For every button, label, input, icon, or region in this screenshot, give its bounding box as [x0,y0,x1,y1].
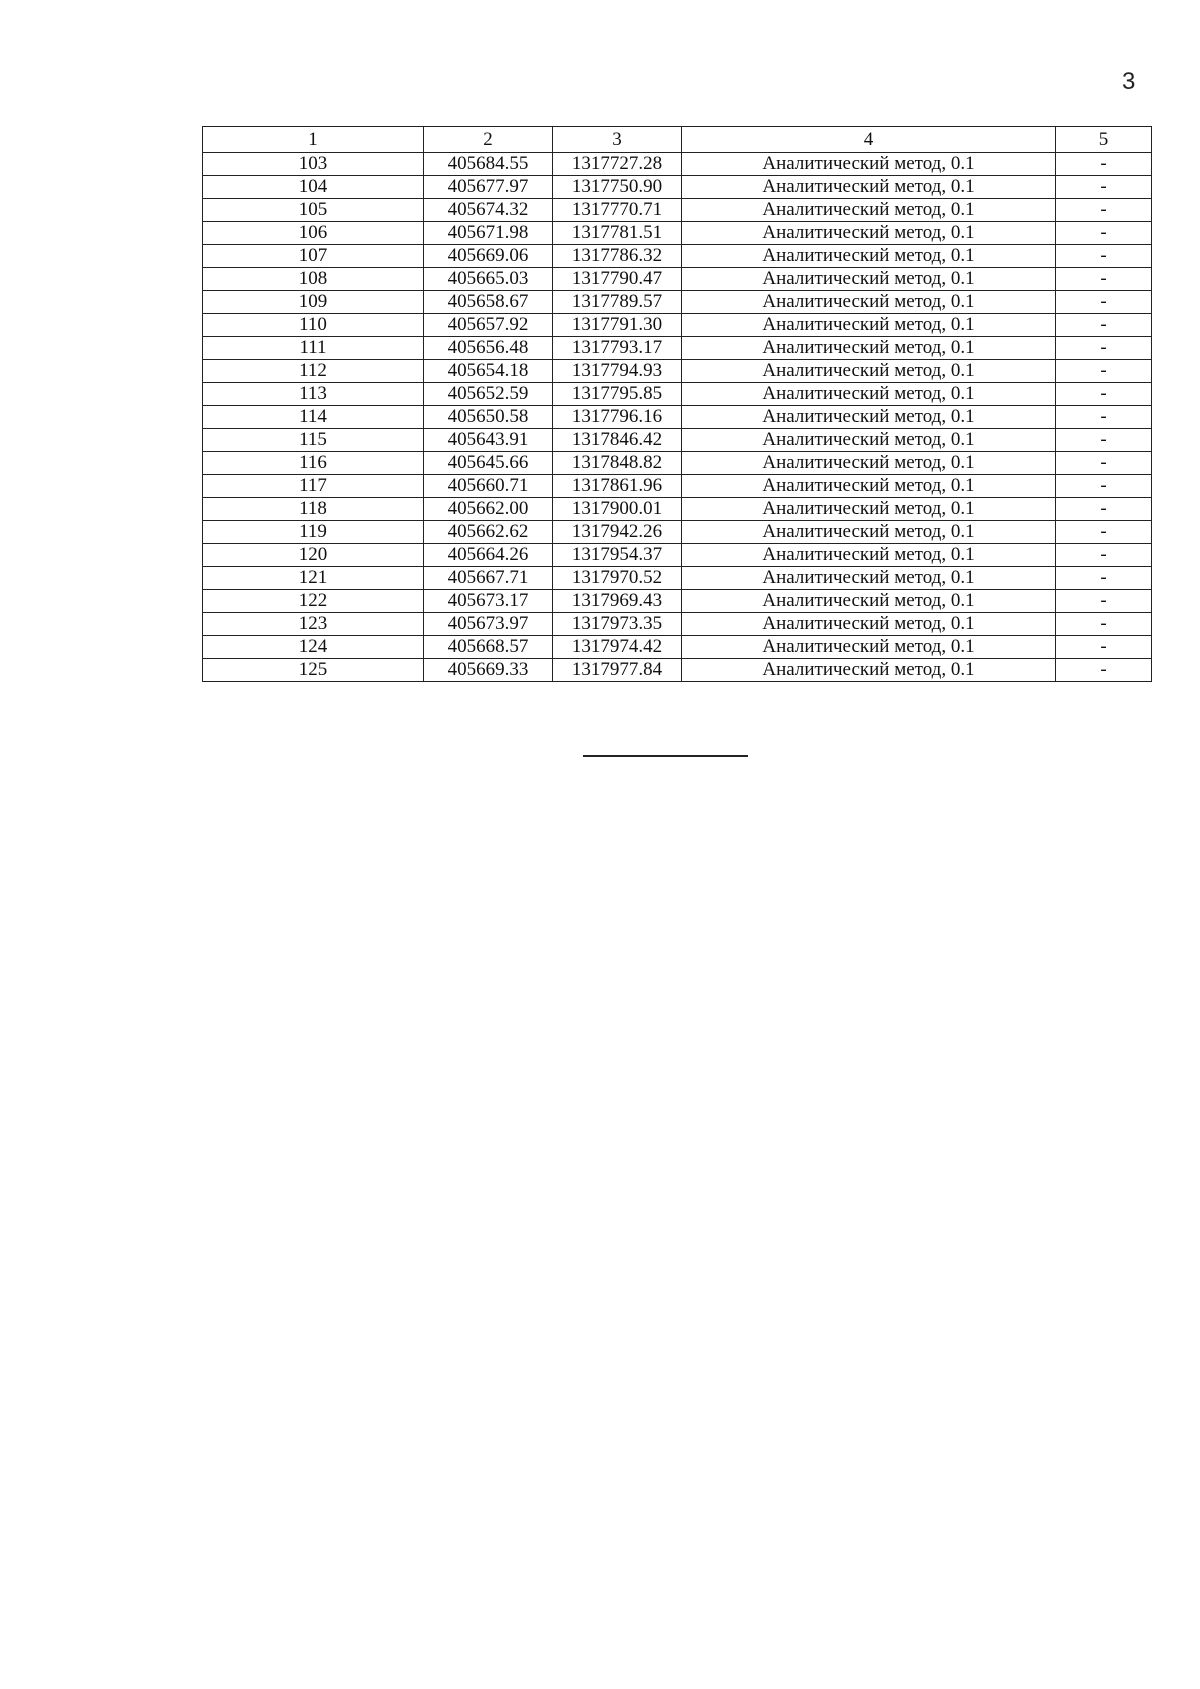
point-number-cell: 116 [203,452,424,475]
point-number-cell: 115 [203,429,424,452]
column-header: 4 [682,127,1056,153]
point-number-cell: 121 [203,567,424,590]
y-coordinate-cell: 1317942.26 [553,521,682,544]
y-coordinate-cell: 1317846.42 [553,429,682,452]
note-cell: - [1056,567,1152,590]
column-header: 1 [203,127,424,153]
table-row [203,314,1152,337]
x-coordinate-cell: 405662.00 [424,498,553,521]
table-row [203,406,1152,429]
note-cell: - [1056,475,1152,498]
x-coordinate-cell: 405660.71 [424,475,553,498]
x-coordinate-cell: 405671.98 [424,222,553,245]
method-cell: Аналитический метод, 0.1 [682,176,1056,199]
note-cell: - [1056,659,1152,682]
note-cell: - [1056,176,1152,199]
end-divider [583,755,748,757]
table-row [203,291,1152,314]
table-row [203,567,1152,590]
y-coordinate-cell: 1317793.17 [553,337,682,360]
page-number: 3 [1122,68,1136,95]
table-row [203,222,1152,245]
point-number-cell: 108 [203,268,424,291]
point-number-cell: 109 [203,291,424,314]
table-row [203,429,1152,452]
table-row [203,176,1152,199]
method-cell: Аналитический метод, 0.1 [682,590,1056,613]
x-coordinate-cell: 405643.91 [424,429,553,452]
x-coordinate-cell: 405673.17 [424,590,553,613]
note-cell: - [1056,544,1152,567]
point-number-cell: 106 [203,222,424,245]
table-row [203,268,1152,291]
x-coordinate-cell: 405664.26 [424,544,553,567]
method-cell: Аналитический метод, 0.1 [682,314,1056,337]
note-cell: - [1056,314,1152,337]
method-cell: Аналитический метод, 0.1 [682,613,1056,636]
table-row [203,337,1152,360]
y-coordinate-cell: 1317796.16 [553,406,682,429]
table-header-row [203,127,1152,153]
table-row [203,636,1152,659]
note-cell: - [1056,268,1152,291]
table-body [203,153,1152,682]
method-cell: Аналитический метод, 0.1 [682,567,1056,590]
table-row [203,498,1152,521]
y-coordinate-cell: 1317794.93 [553,360,682,383]
point-number-cell: 114 [203,406,424,429]
method-cell: Аналитический метод, 0.1 [682,222,1056,245]
note-cell: - [1056,337,1152,360]
table-row [203,613,1152,636]
note-cell: - [1056,291,1152,314]
table-row [203,360,1152,383]
y-coordinate-cell: 1317750.90 [553,176,682,199]
note-cell: - [1056,199,1152,222]
x-coordinate-cell: 405684.55 [424,153,553,176]
table-row [203,544,1152,567]
x-coordinate-cell: 405665.03 [424,268,553,291]
method-cell: Аналитический метод, 0.1 [682,360,1056,383]
point-number-cell: 123 [203,613,424,636]
x-coordinate-cell: 405674.32 [424,199,553,222]
x-coordinate-cell: 405668.57 [424,636,553,659]
y-coordinate-cell: 1317727.28 [553,153,682,176]
y-coordinate-cell: 1317790.47 [553,268,682,291]
coordinates-table [202,126,1152,682]
point-number-cell: 105 [203,199,424,222]
point-number-cell: 110 [203,314,424,337]
y-coordinate-cell: 1317795.85 [553,383,682,406]
y-coordinate-cell: 1317974.42 [553,636,682,659]
point-number-cell: 113 [203,383,424,406]
table-row [203,383,1152,406]
column-header: 5 [1056,127,1152,153]
x-coordinate-cell: 405650.58 [424,406,553,429]
method-cell: Аналитический метод, 0.1 [682,429,1056,452]
note-cell: - [1056,429,1152,452]
point-number-cell: 107 [203,245,424,268]
table-row [203,245,1152,268]
note-cell: - [1056,222,1152,245]
y-coordinate-cell: 1317970.52 [553,567,682,590]
y-coordinate-cell: 1317786.32 [553,245,682,268]
x-coordinate-cell: 405645.66 [424,452,553,475]
note-cell: - [1056,636,1152,659]
method-cell: Аналитический метод, 0.1 [682,659,1056,682]
method-cell: Аналитический метод, 0.1 [682,498,1056,521]
x-coordinate-cell: 405669.33 [424,659,553,682]
y-coordinate-cell: 1317789.57 [553,291,682,314]
table-row [203,475,1152,498]
point-number-cell: 112 [203,360,424,383]
table-row [203,452,1152,475]
column-header: 3 [553,127,682,153]
method-cell: Аналитический метод, 0.1 [682,383,1056,406]
x-coordinate-cell: 405657.92 [424,314,553,337]
table-row [203,659,1152,682]
table-row [203,199,1152,222]
method-cell: Аналитический метод, 0.1 [682,636,1056,659]
note-cell: - [1056,613,1152,636]
x-coordinate-cell: 405677.97 [424,176,553,199]
note-cell: - [1056,245,1152,268]
y-coordinate-cell: 1317770.71 [553,199,682,222]
y-coordinate-cell: 1317900.01 [553,498,682,521]
method-cell: Аналитический метод, 0.1 [682,268,1056,291]
y-coordinate-cell: 1317973.35 [553,613,682,636]
note-cell: - [1056,521,1152,544]
method-cell: Аналитический метод, 0.1 [682,153,1056,176]
point-number-cell: 103 [203,153,424,176]
point-number-cell: 119 [203,521,424,544]
point-number-cell: 117 [203,475,424,498]
column-header: 2 [424,127,553,153]
point-number-cell: 104 [203,176,424,199]
point-number-cell: 125 [203,659,424,682]
y-coordinate-cell: 1317969.43 [553,590,682,613]
method-cell: Аналитический метод, 0.1 [682,475,1056,498]
y-coordinate-cell: 1317954.37 [553,544,682,567]
method-cell: Аналитический метод, 0.1 [682,199,1056,222]
x-coordinate-cell: 405654.18 [424,360,553,383]
method-cell: Аналитический метод, 0.1 [682,337,1056,360]
note-cell: - [1056,406,1152,429]
x-coordinate-cell: 405667.71 [424,567,553,590]
point-number-cell: 118 [203,498,424,521]
note-cell: - [1056,383,1152,406]
x-coordinate-cell: 405662.62 [424,521,553,544]
x-coordinate-cell: 405656.48 [424,337,553,360]
method-cell: Аналитический метод, 0.1 [682,521,1056,544]
point-number-cell: 124 [203,636,424,659]
x-coordinate-cell: 405669.06 [424,245,553,268]
y-coordinate-cell: 1317791.30 [553,314,682,337]
x-coordinate-cell: 405652.59 [424,383,553,406]
note-cell: - [1056,153,1152,176]
x-coordinate-cell: 405658.67 [424,291,553,314]
y-coordinate-cell: 1317848.82 [553,452,682,475]
method-cell: Аналитический метод, 0.1 [682,291,1056,314]
note-cell: - [1056,590,1152,613]
y-coordinate-cell: 1317781.51 [553,222,682,245]
y-coordinate-cell: 1317977.84 [553,659,682,682]
point-number-cell: 111 [203,337,424,360]
table-row [203,521,1152,544]
point-number-cell: 122 [203,590,424,613]
x-coordinate-cell: 405673.97 [424,613,553,636]
method-cell: Аналитический метод, 0.1 [682,544,1056,567]
note-cell: - [1056,360,1152,383]
note-cell: - [1056,452,1152,475]
table-row [203,153,1152,176]
table-row [203,590,1152,613]
point-number-cell: 120 [203,544,424,567]
note-cell: - [1056,498,1152,521]
method-cell: Аналитический метод, 0.1 [682,245,1056,268]
y-coordinate-cell: 1317861.96 [553,475,682,498]
method-cell: Аналитический метод, 0.1 [682,452,1056,475]
method-cell: Аналитический метод, 0.1 [682,406,1056,429]
